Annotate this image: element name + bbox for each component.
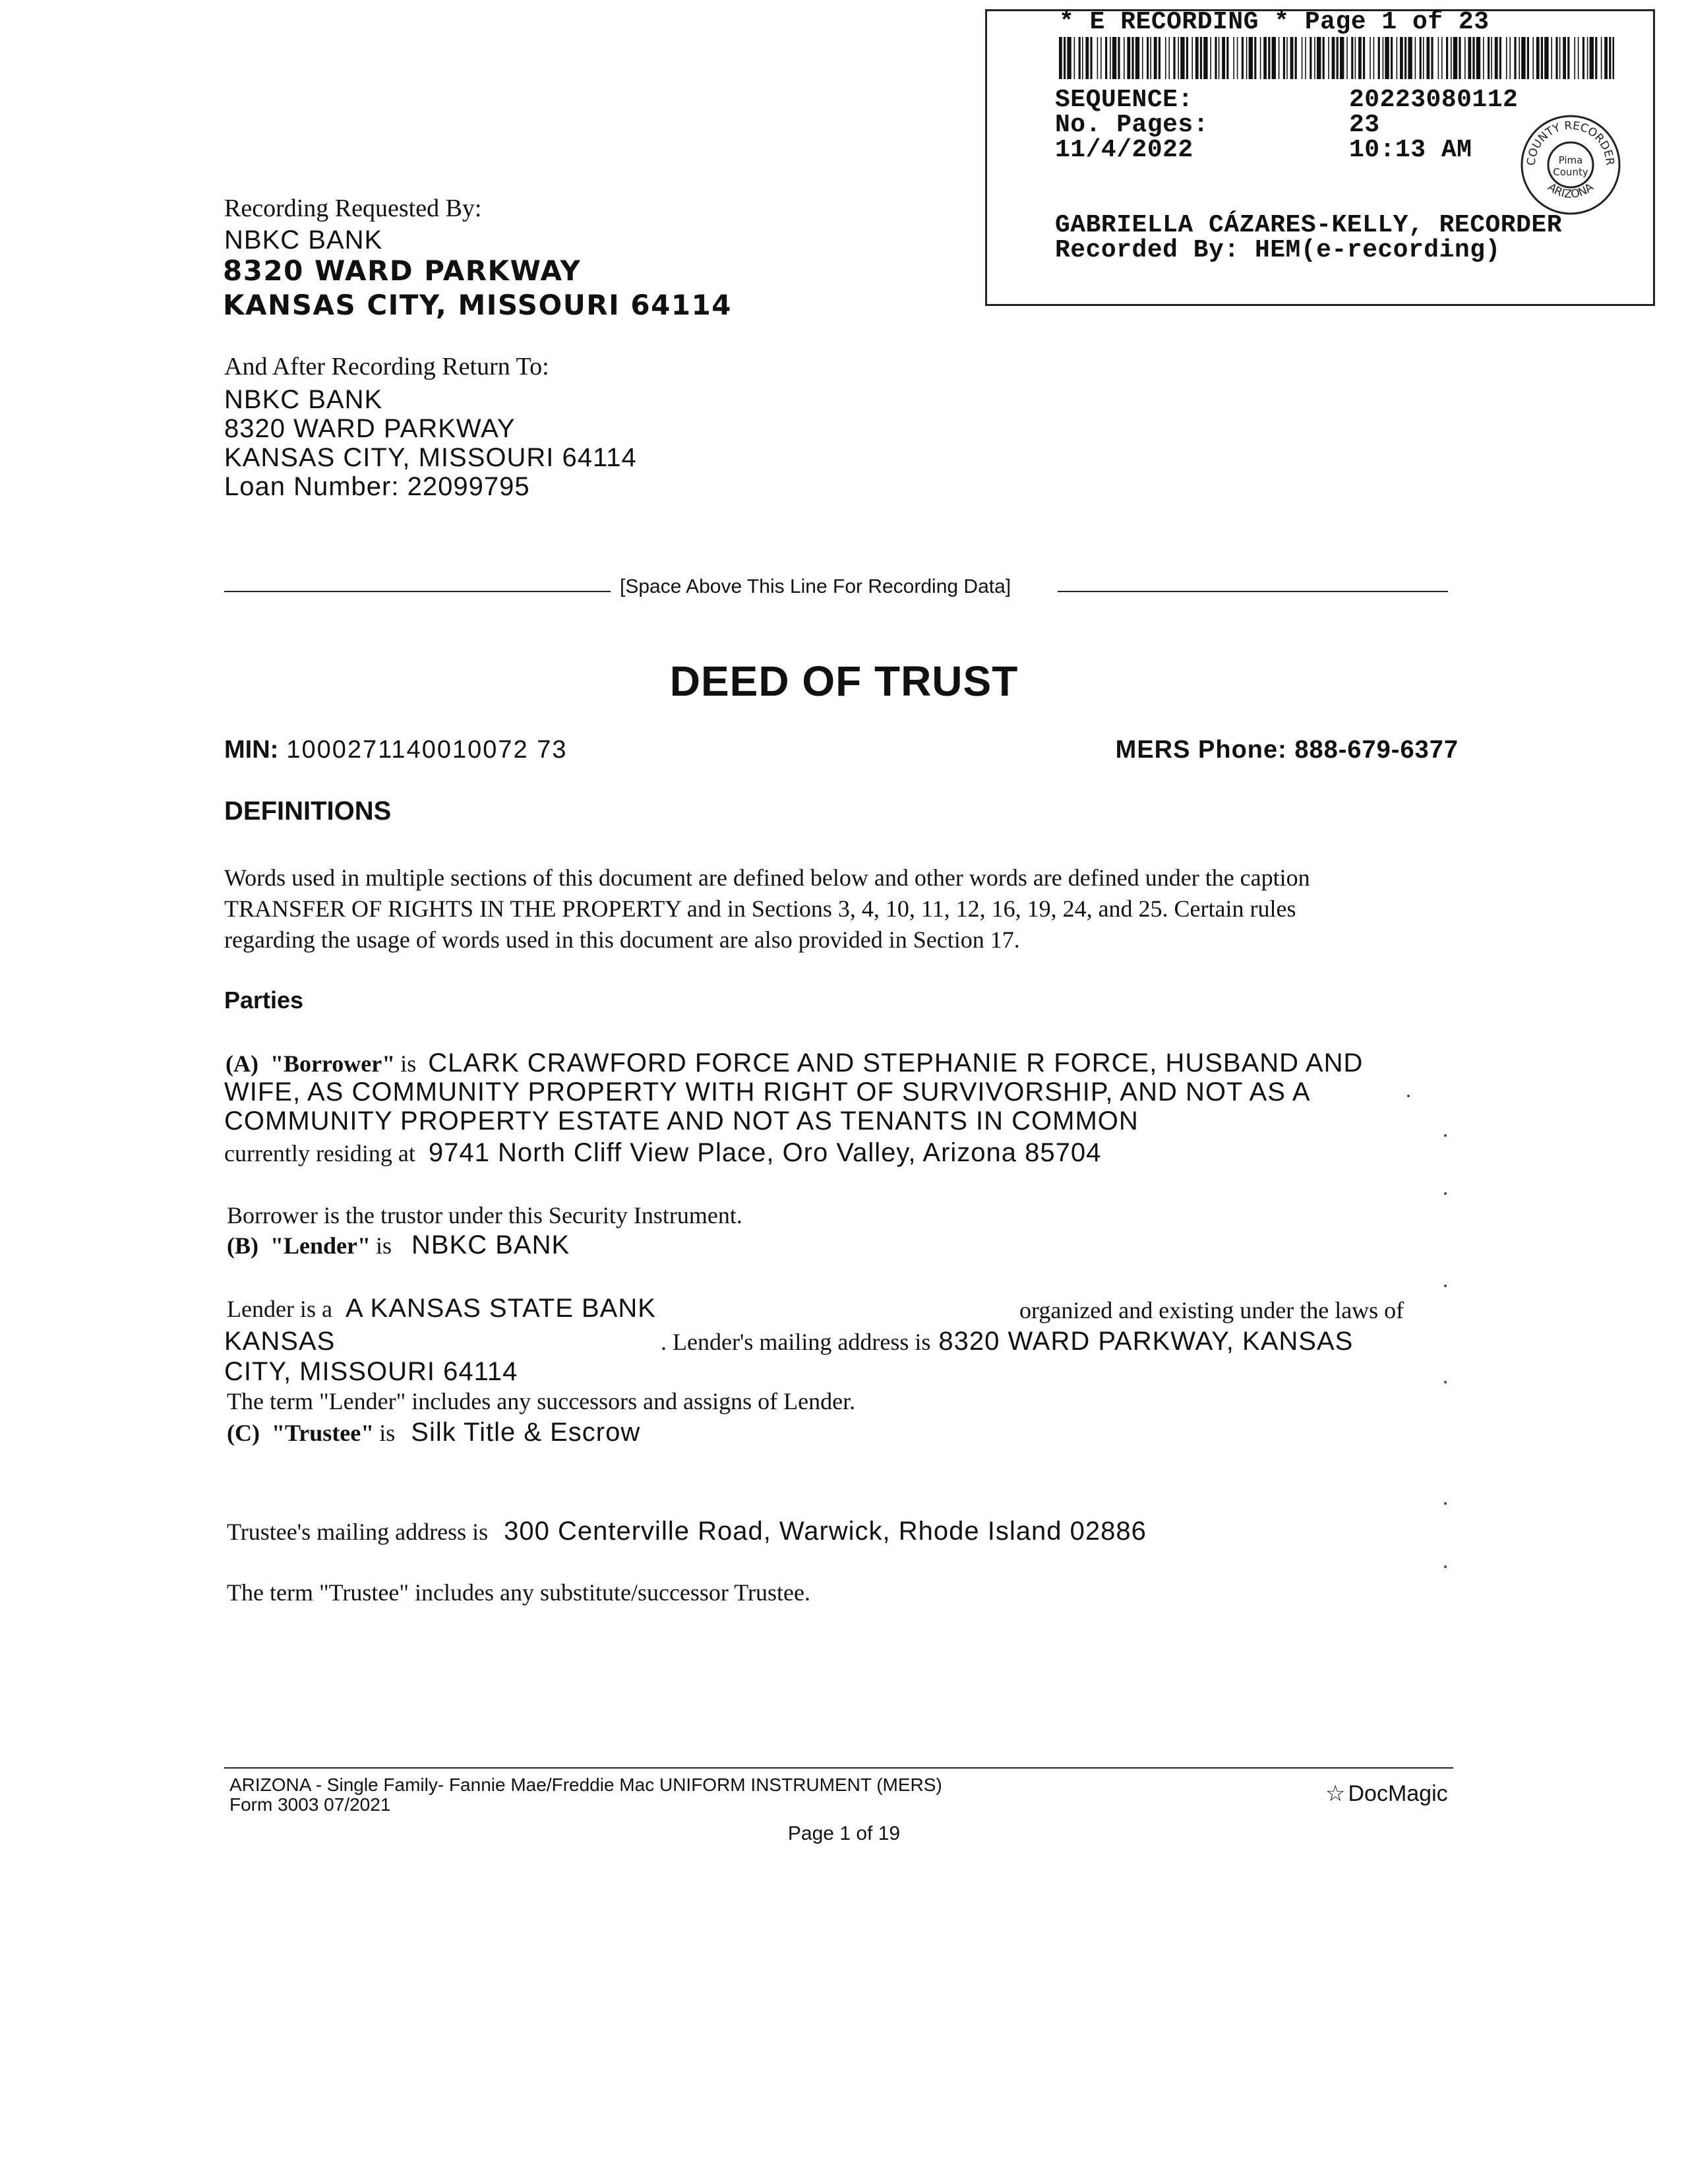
barcode-bar	[1165, 37, 1166, 79]
barcode-bar	[1551, 37, 1552, 79]
barcode-bar	[1302, 37, 1303, 79]
barcode-bar	[1097, 37, 1099, 79]
barcode-bar	[1358, 37, 1362, 79]
barcode-bar	[1233, 37, 1234, 79]
barcode-bar	[1082, 37, 1083, 79]
barcode-bar	[1279, 37, 1280, 79]
barcode-bar	[1323, 37, 1325, 79]
barcode-bar	[1488, 37, 1490, 79]
scan-dot	[1444, 1565, 1447, 1568]
lender-is-a: Lender is a	[227, 1296, 332, 1322]
barcode-bar	[1397, 37, 1398, 79]
barcode-bar	[1127, 37, 1130, 79]
barcode-bar	[1314, 37, 1315, 79]
barcode-bar	[1441, 37, 1443, 79]
barcode-bar	[1541, 37, 1543, 79]
trustee-term-text: The term "Trustee" includes any substitute/successor Trustee.	[227, 1579, 810, 1606]
barcode-bar	[1222, 37, 1225, 79]
barcode-bar	[1340, 37, 1344, 79]
barcode-bar	[1263, 37, 1267, 79]
barcode-bar	[1272, 37, 1276, 79]
barcode-bar	[1527, 37, 1529, 79]
barcode-bar	[1514, 37, 1516, 79]
barcode-bar	[1310, 37, 1311, 79]
separator-text: [Space Above This Line For Recording Data]	[620, 576, 1011, 597]
barcode-bar	[1472, 37, 1474, 79]
barcode-bar	[1559, 37, 1561, 79]
requested-by-street: 8320 WARD PARKWAY	[223, 255, 582, 287]
barcode-bar	[1131, 37, 1133, 79]
barcode-bar	[1582, 37, 1584, 79]
barcode-bar	[1124, 37, 1125, 79]
barcode-bar	[1574, 37, 1575, 79]
lender-state: KANSAS	[224, 1327, 336, 1356]
barcode-bar	[1476, 37, 1480, 79]
barcode-bar	[1453, 37, 1457, 79]
scan-dot	[1444, 1502, 1447, 1505]
definitions-heading: DEFINITIONS	[224, 797, 392, 826]
loan-number: Loan Number: 22099795	[224, 472, 530, 501]
barcode-bar	[1135, 37, 1139, 79]
residing-label: currently residing at	[224, 1140, 415, 1167]
recorder-line: GABRIELLA CÁZARES-KELLY, RECORDER	[1055, 211, 1563, 239]
parties-heading: Parties	[224, 986, 304, 1014]
trustee-mailing-label: Trustee's mailing address is	[227, 1519, 489, 1545]
trustee-is: is	[379, 1420, 396, 1446]
barcode-bar	[1059, 37, 1062, 79]
barcode-bar	[1064, 37, 1066, 79]
docmagic-brand: DocMagic	[1348, 1781, 1448, 1806]
barcode-bar	[1317, 37, 1321, 79]
sequence-value: 20223080112	[1349, 86, 1519, 114]
barcode-bar	[1268, 37, 1270, 79]
borrower-address: 9741 North Cliff View Place, Oro Valley, Arizona 85704	[428, 1138, 1102, 1167]
lender-mailing-label: . Lender's mailing address is	[661, 1329, 931, 1355]
barcode-bar	[1110, 37, 1111, 79]
barcode-bar	[1195, 37, 1199, 79]
recorded-by: Recorded By: HEM(e-recording)	[1055, 236, 1501, 264]
trustee-mailing: 300 Centerville Road, Warwick, Rhode Island 02886	[504, 1517, 1147, 1546]
barcode-bar	[1337, 37, 1339, 79]
barcode-bar	[1404, 37, 1406, 79]
barcode-bar	[1191, 37, 1193, 79]
barcode-bar	[1555, 37, 1557, 79]
lender-mailing-2: CITY, MISSOURI 64114	[224, 1357, 518, 1386]
trustor-text: Borrower is the trustor under this Security Instrument.	[227, 1202, 742, 1228]
lender-name: NBKC BANK	[411, 1230, 570, 1259]
lender-entity: A KANSAS STATE BANK	[345, 1294, 656, 1323]
barcode-bar	[1242, 37, 1244, 79]
sequence-label: SEQUENCE:	[1055, 86, 1193, 114]
lender-marker: (B)	[227, 1232, 258, 1259]
requested-by-label: Recording Requested By:	[224, 195, 482, 222]
definitions-line-3: regarding the usage of words used in this document are also provided in Section 17.	[224, 926, 1020, 953]
pages-value: 23	[1349, 111, 1380, 139]
barcode-bar	[1180, 37, 1184, 79]
lender-line	[227, 1230, 570, 1260]
barcode-bar	[1346, 37, 1348, 79]
scan-dot	[1407, 1095, 1410, 1097]
min-label: MIN:	[224, 736, 279, 764]
barcode-bar	[1373, 37, 1375, 79]
barcode-bar	[1595, 37, 1597, 79]
min-line	[224, 736, 567, 764]
barcode-bar	[1451, 37, 1452, 79]
barcode-bar	[1431, 37, 1433, 79]
barcode-bar	[1378, 37, 1380, 79]
record-date: 11/4/2022	[1055, 136, 1193, 164]
docmagic-logo	[1325, 1780, 1448, 1807]
min-value: 1000271140010072 73	[286, 736, 568, 764]
definitions-line-2: TRANSFER OF RIGHTS IN THE PROPERTY and in Sections 3, 4, 10, 11, 12, 16, 19, 24, and 25. Certain rules	[224, 895, 1296, 922]
barcode-bar	[1290, 37, 1294, 79]
borrower-names-1: CLARK CRAWFORD FORCE AND STEPHANIE R FORCE, HUSBAND AND	[428, 1048, 1364, 1077]
barcode-bar	[1332, 37, 1335, 79]
borrower-names-2: WIFE, AS COMMUNITY PROPERTY WITH RIGHT OF SURVIVORSHIP, AND NOT AS A	[224, 1077, 1311, 1107]
definitions-line-1: Words used in multiple sections of this document are defined below and other words are defined under the caption	[224, 864, 1310, 891]
barcode-bar	[1210, 37, 1211, 79]
barcode-bar	[1147, 37, 1149, 79]
barcode	[1059, 37, 1614, 79]
barcode-bar	[1260, 37, 1261, 79]
barcode-bar	[1237, 37, 1238, 79]
barcode-bar	[1085, 37, 1089, 79]
barcode-bar	[1286, 37, 1288, 79]
return-to-city: KANSAS CITY, MISSOURI 64114	[224, 443, 637, 472]
lender-is: is	[375, 1232, 392, 1259]
borrower-line-1	[226, 1048, 1363, 1078]
barcode-bar	[1200, 37, 1202, 79]
barcode-bar	[1074, 37, 1075, 79]
svg-text:ARIZONA	[1545, 181, 1596, 201]
barcode-bar	[1420, 37, 1422, 79]
star-icon: ☆	[1325, 1780, 1346, 1807]
barcode-bar	[1305, 37, 1306, 79]
barcode-bar	[1438, 37, 1439, 79]
page-title: DEED OF TRUST	[669, 657, 1019, 705]
barcode-bar	[1400, 37, 1403, 79]
separator-rule-left	[224, 591, 611, 592]
barcode-bar	[1423, 37, 1424, 79]
barcode-bar	[1408, 37, 1412, 79]
trustee-line	[227, 1418, 640, 1447]
barcode-bar	[1249, 37, 1253, 79]
borrower-names-3: COMMUNITY PROPERTY ESTATE AND NOT AS TENANTS IN COMMON	[224, 1107, 1139, 1136]
seal-top-text: COUNTY RECORDER	[1524, 119, 1617, 166]
lender-term-text: The term "Lender" includes any successors and assigns of Lender.	[227, 1388, 856, 1414]
barcode-bar	[1295, 37, 1297, 79]
requested-by-city: KANSAS CITY, MISSOURI 64114	[223, 289, 733, 321]
barcode-bar	[1590, 37, 1594, 79]
seal-center-1: Pima	[1558, 154, 1583, 166]
barcode-bar	[1415, 37, 1416, 79]
barcode-bar	[1483, 37, 1484, 79]
barcode-bar	[1283, 37, 1285, 79]
barcode-bar	[1186, 37, 1188, 79]
borrower-residence-line	[224, 1138, 1101, 1168]
barcode-bar	[1601, 37, 1602, 79]
barcode-bar	[1142, 37, 1143, 79]
barcode-bar	[1100, 37, 1102, 79]
barcode-bar	[1491, 37, 1492, 79]
barcode-bar	[1385, 37, 1389, 79]
barcode-bar	[1532, 37, 1534, 79]
barcode-bar	[1173, 37, 1175, 79]
barcode-bar	[1215, 37, 1217, 79]
footer-line-2: Form 3003 07/2021	[229, 1794, 391, 1815]
barcode-bar	[1521, 37, 1525, 79]
pages-label: No. Pages:	[1055, 111, 1209, 139]
scan-dot	[1444, 1285, 1447, 1287]
barcode-bar	[1613, 37, 1614, 79]
scan-dot	[1444, 1381, 1447, 1383]
barcode-bar	[1168, 37, 1170, 79]
barcode-bar	[1067, 37, 1071, 79]
barcode-bar	[1426, 37, 1430, 79]
barcode-bar	[1464, 37, 1466, 79]
barcode-bar	[1159, 37, 1160, 79]
lender-mailing-line	[661, 1327, 1353, 1356]
trustee-mailing-line	[227, 1517, 1147, 1546]
barcode-bar	[1609, 37, 1611, 79]
barcode-bar	[1112, 37, 1116, 79]
barcode-bar	[1118, 37, 1120, 79]
barcode-bar	[1536, 37, 1540, 79]
barcode-bar	[1079, 37, 1081, 79]
trustee-term: "Trustee"	[271, 1420, 375, 1446]
trustee-marker: (C)	[227, 1420, 260, 1446]
barcode-bar	[1446, 37, 1448, 79]
barcode-bar	[1105, 37, 1107, 79]
barcode-bar	[1499, 37, 1501, 79]
county-recorder-seal	[1518, 112, 1623, 218]
mers-phone: MERS Phone: 888-679-6377	[1115, 736, 1459, 764]
lender-term: "Lender"	[270, 1232, 371, 1259]
scan-dot	[1444, 1192, 1447, 1195]
barcode-bar	[1563, 37, 1566, 79]
barcode-bar	[1351, 37, 1353, 79]
barcode-bar	[1203, 37, 1207, 79]
scan-dot	[1444, 1134, 1447, 1137]
barcode-bar	[1178, 37, 1179, 79]
return-to-name: NBKC BANK	[224, 385, 383, 414]
barcode-bar	[1383, 37, 1384, 79]
lender-type-line	[227, 1294, 656, 1323]
barcode-bar	[1246, 37, 1248, 79]
barcode-bar	[1459, 37, 1461, 79]
stamp-header-line: * E RECORDING * Page 1 of 23	[1059, 8, 1490, 36]
return-to-street: 8320 WARD PARKWAY	[224, 414, 516, 443]
definitions-paragraph	[224, 863, 1453, 956]
seal-center-2: County	[1553, 166, 1588, 178]
footer-page-number: Page 1 of 19	[787, 1823, 901, 1844]
barcode-bar	[1090, 37, 1092, 79]
borrower-is: is	[400, 1050, 417, 1077]
seal-bottom-text: ARIZONA	[1545, 180, 1596, 202]
barcode-bar	[1363, 37, 1365, 79]
barcode-bar	[1519, 37, 1520, 79]
barcode-bar	[1578, 37, 1579, 79]
barcode-bar	[1154, 37, 1157, 79]
separator-rule-right	[1058, 591, 1448, 592]
requested-by-name: NBKC BANK	[224, 226, 383, 255]
lender-mailing-1: 8320 WARD PARKWAY, KANSAS	[938, 1327, 1354, 1356]
borrower-marker: (A)	[226, 1050, 258, 1077]
barcode-bar	[1468, 37, 1471, 79]
footer-rule	[224, 1767, 1453, 1769]
barcode-bar	[1506, 37, 1507, 79]
barcode-bar	[1604, 37, 1608, 79]
barcode-bar	[1355, 37, 1356, 79]
return-to-label: And After Recording Return To:	[224, 353, 549, 380]
barcode-bar	[1254, 37, 1256, 79]
barcode-bar	[1219, 37, 1220, 79]
barcode-bar	[1509, 37, 1511, 79]
trustee-name: Silk Title & Escrow	[411, 1418, 641, 1447]
organized-text: organized and existing under the laws of	[1019, 1297, 1404, 1323]
barcode-bar	[1495, 37, 1498, 79]
barcode-bar	[1370, 37, 1371, 79]
barcode-bar	[1226, 37, 1228, 79]
barcode-bar	[1587, 37, 1588, 79]
barcode-bar	[1150, 37, 1151, 79]
barcode-bar	[1328, 37, 1329, 79]
record-time: 10:13 AM	[1349, 136, 1472, 164]
barcode-bar	[1544, 37, 1548, 79]
barcode-bar	[1391, 37, 1393, 79]
footer-line-1: ARIZONA - Single Family- Fannie Mae/Freddie Mac UNIFORM INSTRUMENT (MERS)	[229, 1774, 942, 1795]
borrower-term: "Borrower"	[270, 1050, 396, 1077]
barcode-bar	[1567, 37, 1569, 79]
